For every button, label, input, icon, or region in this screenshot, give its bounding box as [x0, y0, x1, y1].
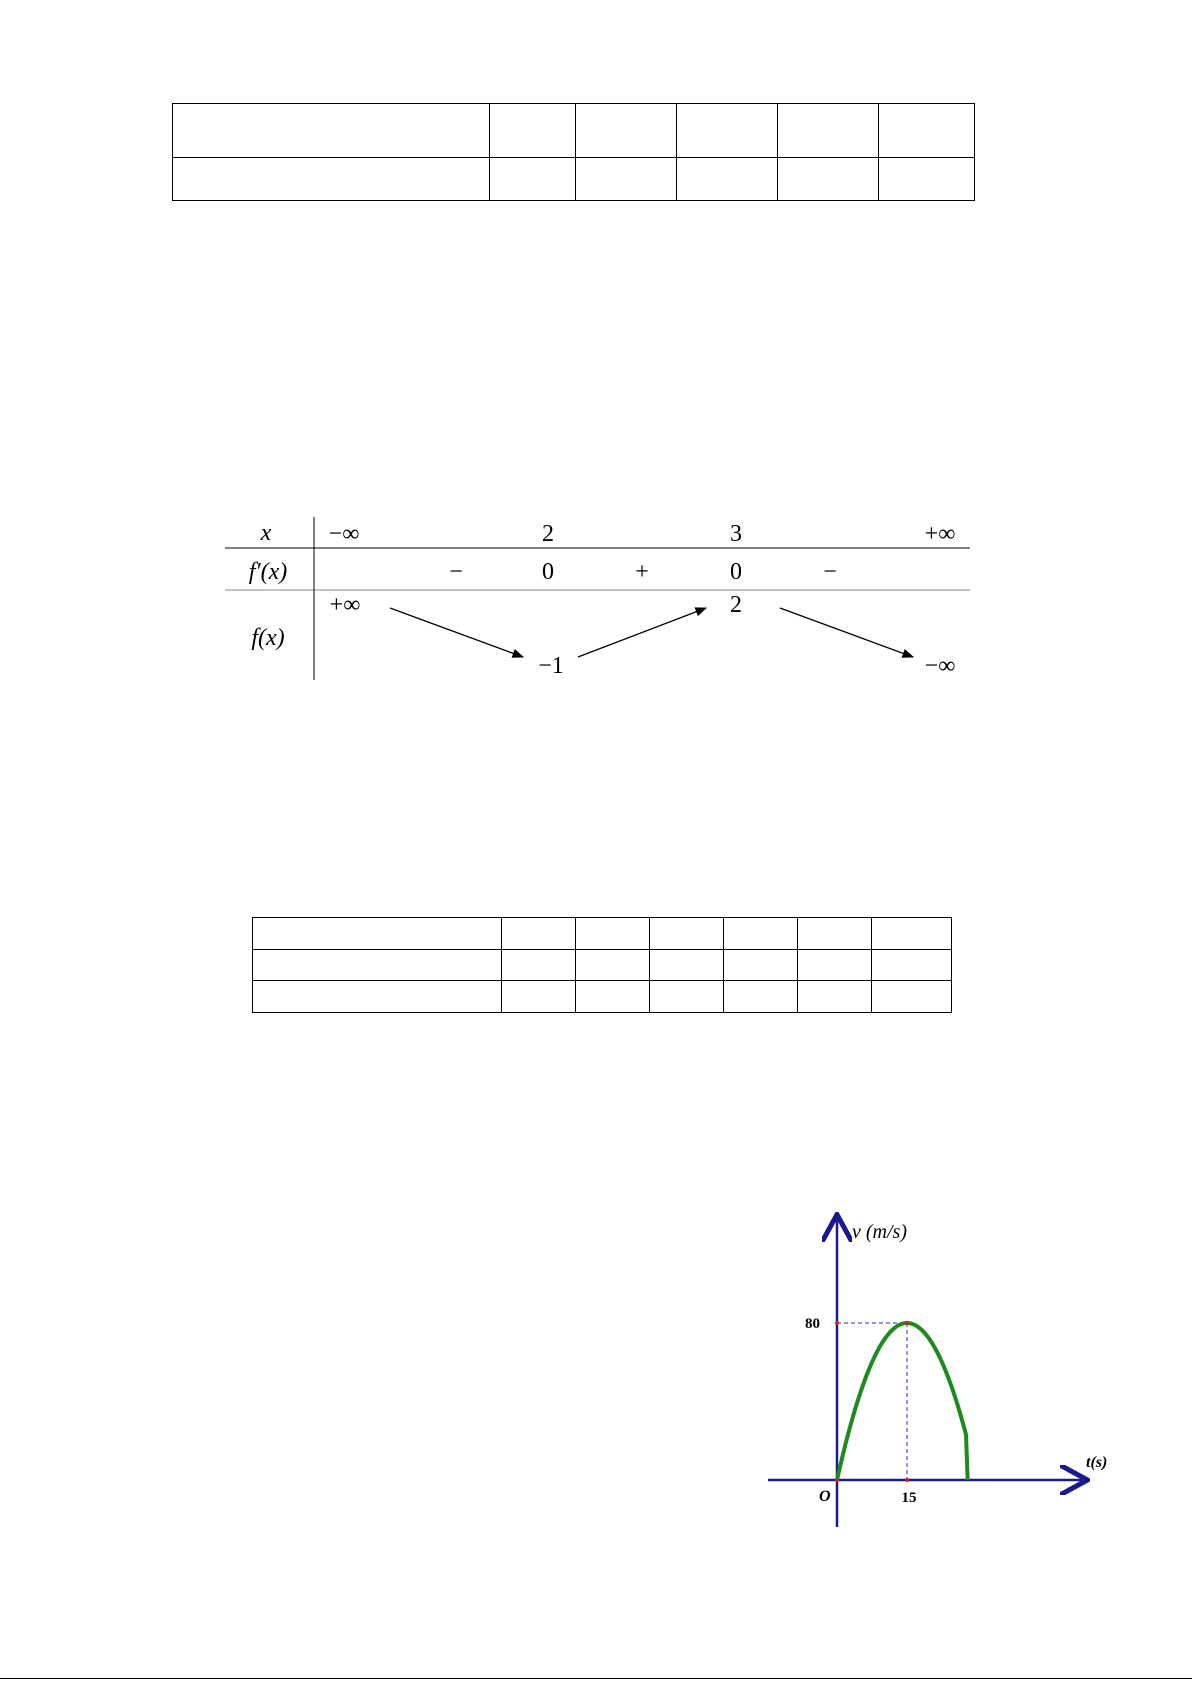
table-cell: [879, 158, 975, 201]
table-cell: [798, 949, 872, 981]
sign: 0: [542, 559, 554, 585]
origin-point: [835, 1478, 839, 1482]
table-cell: [502, 981, 576, 1013]
velocity-curve: [837, 1323, 968, 1480]
table-cell: [253, 981, 502, 1013]
table-cell: [490, 104, 576, 158]
table-cell: [576, 104, 677, 158]
t-tick-label: 15: [901, 1490, 917, 1506]
table-cell: [173, 104, 490, 158]
sign: +: [635, 559, 649, 585]
sign: 0: [730, 559, 742, 585]
table-cell: [724, 918, 798, 950]
table-cell: [798, 918, 872, 950]
table-cell: [502, 949, 576, 981]
table-cell: [253, 918, 502, 950]
x-value: 2: [542, 521, 554, 547]
sign: −: [449, 559, 463, 585]
table-cell: [650, 949, 724, 981]
table-2-row: [253, 949, 952, 981]
table-cell: [872, 918, 952, 950]
table-cell: [576, 981, 650, 1013]
x-value: +∞: [924, 521, 956, 547]
peak-point: [905, 1321, 909, 1325]
table-cell: [576, 918, 650, 950]
table-cell: [253, 949, 502, 981]
decreasing-arrow: [780, 608, 913, 657]
v-tick-label: 80: [805, 1316, 820, 1332]
f-value-end: −∞: [924, 653, 956, 679]
origin-label: O: [819, 1488, 831, 1505]
table-2-row: [253, 981, 952, 1013]
table-cell: [677, 104, 778, 158]
table-cell: [650, 918, 724, 950]
table-1-row: [173, 104, 975, 158]
footer-rule: [0, 1678, 1192, 1679]
f-label: f(x): [251, 625, 285, 651]
f-value-max: 2: [730, 592, 742, 618]
decreasing-arrow: [390, 608, 523, 657]
x-value: −∞: [328, 521, 360, 547]
table-cell: [778, 104, 879, 158]
v-axis-label: v (m/s): [852, 1221, 907, 1243]
v-tick-point: [835, 1321, 839, 1325]
table-cell: [724, 949, 798, 981]
x-value: 3: [730, 521, 742, 547]
x-label: x: [260, 520, 272, 546]
increasing-arrow: [578, 608, 706, 657]
table-cell: [724, 981, 798, 1013]
velocity-graph: [760, 1205, 1120, 1535]
table-cell: [650, 981, 724, 1013]
table-cell: [872, 949, 952, 981]
table-cell: [502, 918, 576, 950]
fprime-label: f′(x): [248, 559, 288, 585]
table-cell: [872, 981, 952, 1013]
f-value-start: +∞: [329, 592, 361, 618]
sign: −: [823, 559, 837, 585]
table-1-row: [173, 158, 975, 201]
table-cell: [778, 158, 879, 201]
t-tick-point: [905, 1478, 909, 1482]
table-cell: [576, 949, 650, 981]
f-value-min: −1: [538, 653, 564, 679]
table-2: [252, 917, 952, 1013]
table-cell: [576, 158, 677, 201]
table-cell: [798, 981, 872, 1013]
table-cell: [490, 158, 576, 201]
table-2-row: [253, 918, 952, 950]
table-cell: [677, 158, 778, 201]
table-cell: [879, 104, 975, 158]
table-cell: [173, 158, 490, 201]
t-axis-label: t(s): [1086, 1454, 1108, 1471]
table-1: [172, 103, 975, 201]
variation-table: [220, 510, 980, 690]
